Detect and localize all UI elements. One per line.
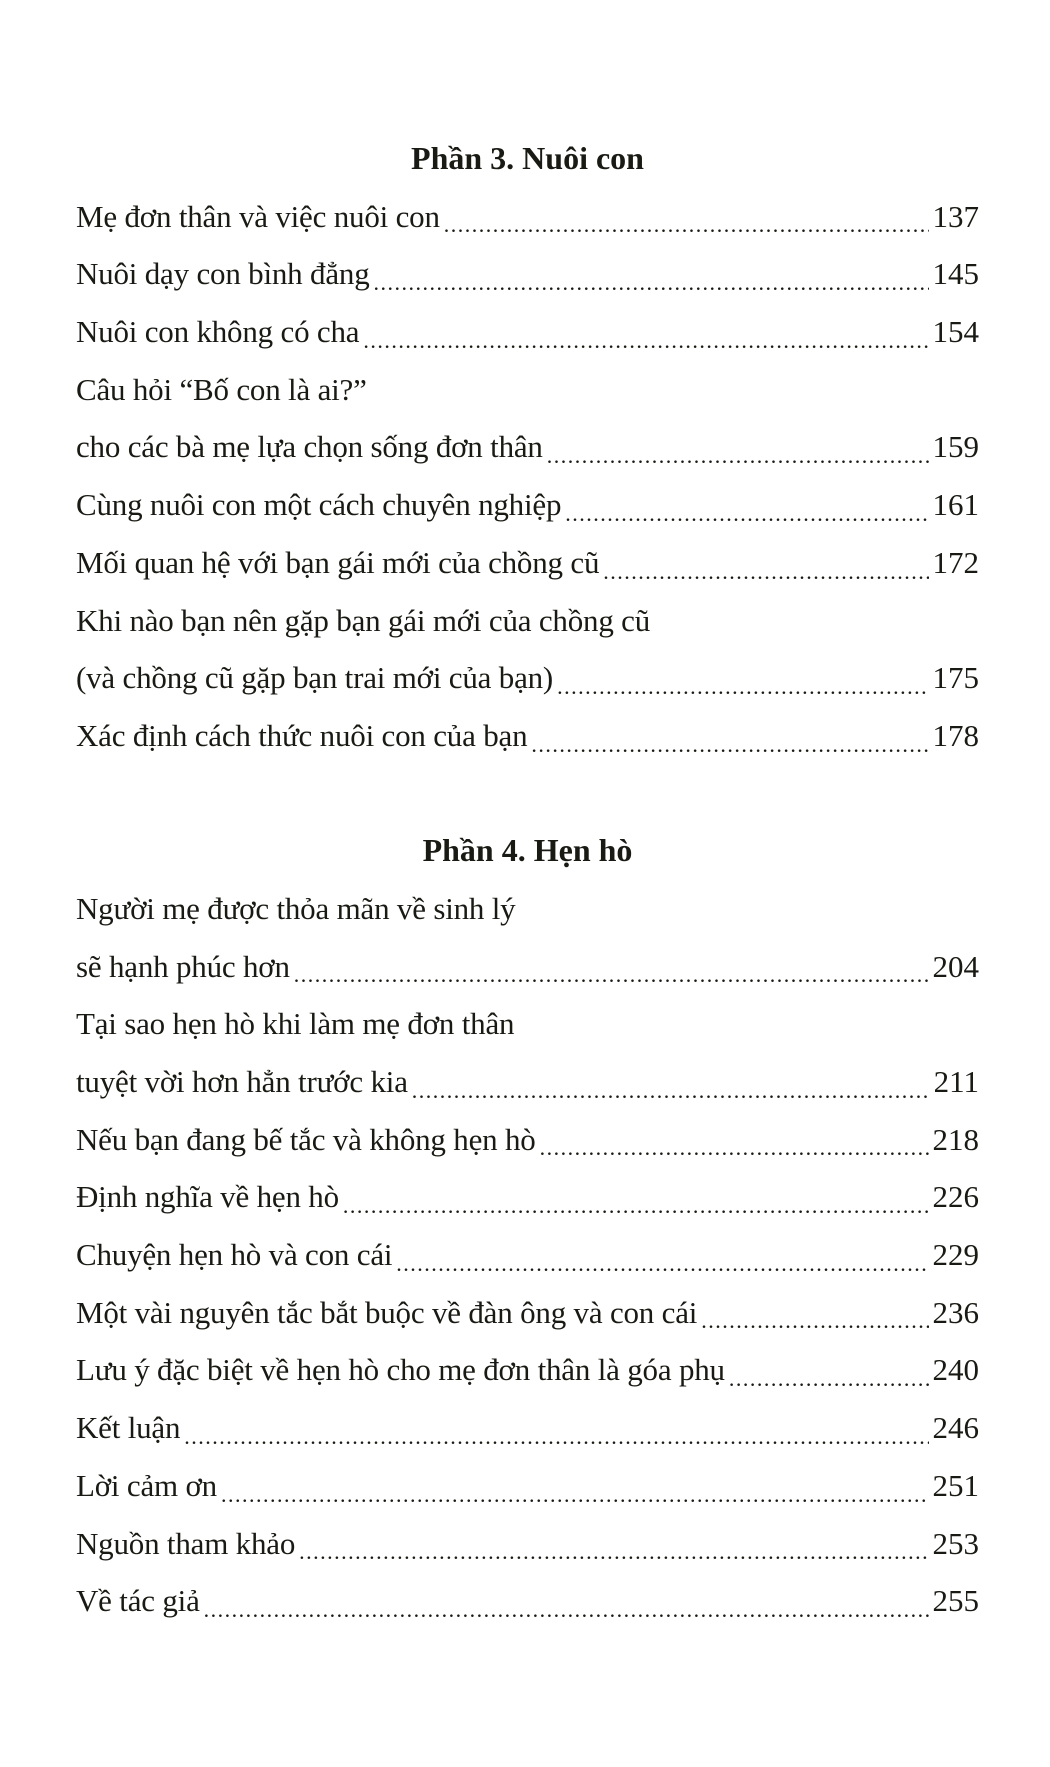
entry-title: Người mẹ được thỏa mãn về sinh lý [76, 890, 516, 926]
toc-entry-line [76, 1515, 979, 1573]
dot-leader [603, 552, 928, 592]
entry-title: tuyệt vời hơn hẳn trước kia [76, 1064, 408, 1099]
entry-title: Lời cảm ơn [76, 1467, 217, 1503]
section-heading: Phần 3. Nuôi con [411, 140, 644, 176]
toc-entry-line [76, 1111, 979, 1169]
toc-entry-line [76, 880, 979, 938]
entry-title: Lưu ý đặc biệt về hẹn hò cho mẹ đơn thân là góa phụ [76, 1352, 725, 1388]
page-number: 226 [932, 1179, 979, 1215]
dot-leader [444, 205, 929, 245]
toc-entry-line [76, 303, 979, 361]
page-number: 175 [932, 660, 979, 696]
entry-title: Cùng nuôi con một cách chuyên nghiệp [76, 487, 562, 523]
page-number: 159 [932, 429, 979, 465]
page-number: 236 [932, 1294, 979, 1330]
toc-entry-line [76, 938, 979, 996]
toc-entry-line [76, 476, 979, 534]
entry-title: Nguồn tham khảo [76, 1525, 296, 1561]
page-number: 154 [932, 314, 979, 350]
entry-title: Mối quan hệ với bạn gái mới của chồng cũ [76, 544, 600, 580]
page-number: 251 [932, 1467, 979, 1503]
dot-leader [729, 1359, 929, 1399]
dot-leader [531, 725, 928, 765]
table-of-contents [76, 130, 979, 1630]
toc-entry-line [76, 707, 979, 765]
dot-leader [701, 1301, 928, 1341]
toc-entry-line [76, 1168, 979, 1226]
toc-entry-line [76, 1341, 979, 1399]
page-number: 161 [932, 487, 979, 523]
page-number: 229 [932, 1237, 979, 1273]
entry-title: Nuôi con không có cha [76, 314, 360, 350]
page-number: 172 [932, 544, 979, 580]
entry-title: Nếu bạn đang bế tắc và không hẹn hò [76, 1121, 536, 1157]
dot-leader [547, 436, 929, 476]
entry-title: Chuyện hẹn hò và con cái [76, 1237, 393, 1273]
toc-entry-line [76, 534, 979, 592]
dot-leader [412, 1071, 930, 1111]
page-number: 253 [932, 1525, 979, 1561]
page-number: 246 [932, 1410, 979, 1446]
dot-leader [565, 494, 928, 534]
dot-leader [299, 1532, 928, 1572]
entry-title: Mẹ đơn thân và việc nuôi con [76, 198, 440, 234]
entry-title: Khi nào bạn nên gặp bạn gái mới của chồng cũ [76, 602, 651, 638]
dot-leader [396, 1244, 928, 1284]
entry-title: Một vài nguyên tắc bắt buộc về đàn ông và con cái [76, 1294, 698, 1330]
dot-leader [294, 955, 929, 995]
page-number: 137 [932, 198, 979, 234]
entry-title: Nuôi dạy con bình đẳng [76, 256, 370, 292]
page-number: 204 [932, 948, 979, 984]
entry-title: cho các bà mẹ lựa chọn sống đơn thân [76, 429, 543, 465]
dot-leader [540, 1128, 929, 1168]
entry-title: Tại sao hẹn hò khi làm mẹ đơn thân [76, 1006, 515, 1042]
toc-entry-line [76, 1572, 979, 1630]
entry-title: Định nghĩa về hẹn hò [76, 1179, 339, 1215]
toc-entry-line [76, 592, 979, 650]
dot-leader [363, 321, 928, 361]
toc-entry-line [76, 361, 979, 419]
section-spacer [76, 765, 979, 823]
dot-leader [374, 263, 929, 303]
dot-leader [557, 667, 928, 707]
toc-entry-line [76, 649, 979, 707]
section-heading: Phần 4. Hẹn hò [422, 832, 633, 869]
entry-title: (và chồng cũ gặp bạn trai mới của bạn) [76, 660, 554, 696]
toc-entry-line [76, 1399, 979, 1457]
entry-title: Kết luận [76, 1410, 181, 1446]
page-number: 255 [932, 1583, 979, 1619]
toc-entry-line [76, 188, 979, 246]
page-number: 211 [933, 1064, 979, 1099]
entry-title: Về tác giả [76, 1583, 200, 1619]
dot-leader [343, 1186, 929, 1226]
toc-entry-line [76, 1226, 979, 1284]
page-number: 178 [932, 717, 979, 753]
page-number: 145 [932, 256, 979, 292]
page-number: 240 [932, 1352, 979, 1388]
entry-title: sẽ hạnh phúc hơn [76, 948, 290, 984]
dot-leader [221, 1475, 929, 1515]
toc-entry-line [76, 418, 979, 476]
toc-entry-line [76, 1284, 979, 1342]
toc-entry-line [76, 1457, 979, 1515]
entry-title: Xác định cách thức nuôi con của bạn [76, 717, 528, 753]
page-number: 218 [932, 1121, 979, 1157]
dot-leader [184, 1417, 928, 1457]
toc-entry-line [76, 995, 979, 1053]
toc-entry-line [76, 1053, 979, 1111]
dot-leader [204, 1590, 929, 1630]
toc-entry-line [76, 245, 979, 303]
entry-title: Câu hỏi “Bố con là ai?” [76, 371, 367, 407]
